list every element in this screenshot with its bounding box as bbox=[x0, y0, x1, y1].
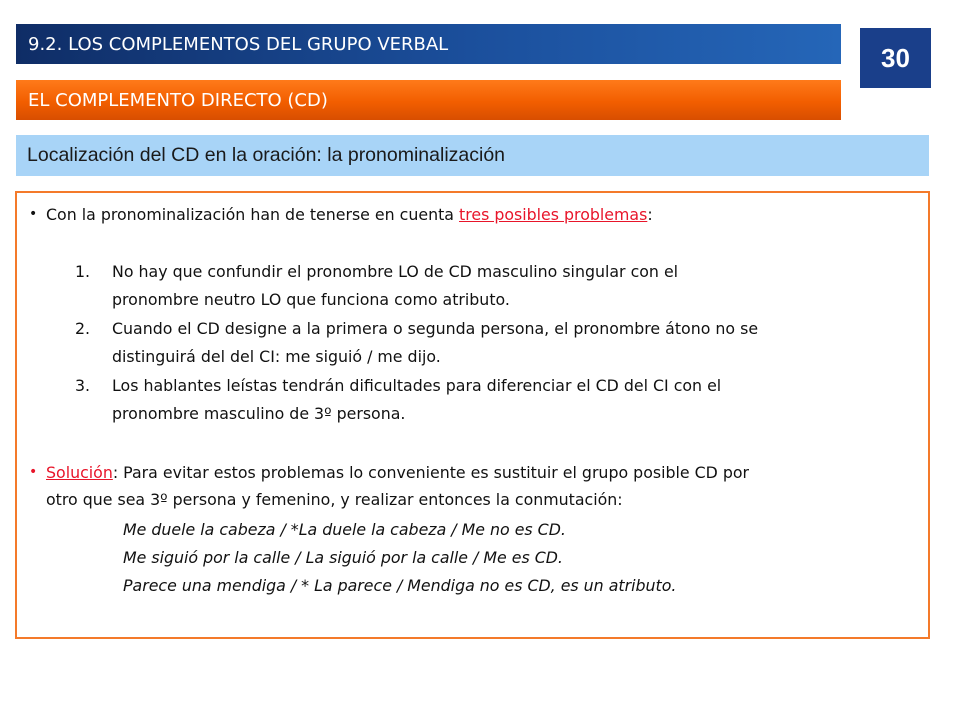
list-text-line2: distinguirá del del CI: me siguió / me dijo. bbox=[112, 347, 441, 366]
bullet-icon: • bbox=[29, 206, 38, 222]
list-text-line2: pronombre neutro LO que funciona como atributo. bbox=[112, 290, 510, 309]
list-text-line2: pronombre masculino de 3º persona. bbox=[112, 404, 406, 423]
content-box bbox=[15, 191, 930, 639]
list-number: 2. bbox=[75, 319, 91, 338]
list-number: 1. bbox=[75, 262, 91, 281]
topic-title-bar bbox=[16, 80, 841, 120]
solution-label: Solución bbox=[46, 463, 113, 482]
solution-line2: otro que sea 3º persona y femenino, y realizar entonces la conmutación: bbox=[46, 490, 623, 509]
subtitle-text: Localización del CD en la oración: la pronominalización bbox=[27, 144, 506, 166]
slide-number: 30 bbox=[860, 28, 931, 88]
solution-text: : Para evitar estos problemas lo conveniente es sustituir el grupo posible CD por bbox=[112, 463, 750, 482]
intro-after: : bbox=[647, 205, 653, 224]
list-text-line1: No hay que confundir el pronombre LO de CD masculino singular con el bbox=[112, 262, 679, 281]
intro-highlight: tres posibles problemas bbox=[459, 205, 648, 224]
intro-text bbox=[46, 202, 653, 227]
list-text-line1: Cuando el CD designe a la primera o segunda persona, el pronombre átono no se bbox=[112, 319, 759, 338]
example-2: Me siguió por la calle / La siguió por la calle / Me es CD. bbox=[123, 548, 563, 567]
section-title: 9.2. LOS COMPLEMENTOS DEL GRUPO VERBAL bbox=[28, 33, 449, 55]
section-title-bar bbox=[16, 24, 841, 64]
bullet-icon: • bbox=[29, 464, 38, 480]
intro-before: Con la pronominalización han de tenerse en cuenta bbox=[46, 205, 460, 224]
example-1: Me duele la cabeza / *La duele la cabeza / Me no es CD. bbox=[123, 520, 566, 539]
topic-title: EL COMPLEMENTO DIRECTO (CD) bbox=[28, 89, 328, 111]
subtitle-bar bbox=[16, 135, 929, 176]
list-text-line1: Los hablantes leístas tendrán dificultades para diferenciar el CD del CI con el bbox=[112, 376, 722, 395]
list-number: 3. bbox=[75, 376, 91, 395]
example-3: Parece una mendiga / * La parece / Mendiga no es CD, es un atributo. bbox=[123, 576, 677, 595]
solution-line1 bbox=[46, 460, 749, 485]
